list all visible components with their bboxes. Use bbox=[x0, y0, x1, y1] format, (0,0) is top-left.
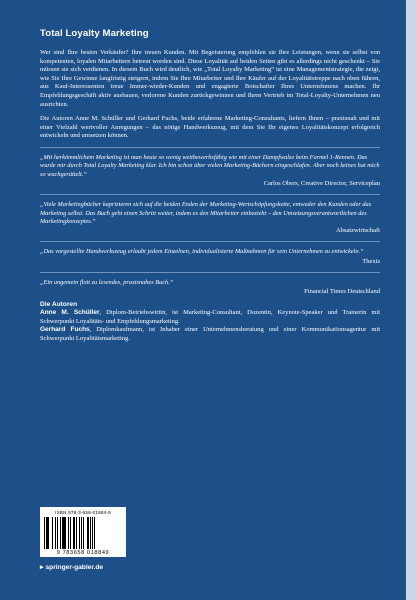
divider bbox=[40, 147, 380, 148]
barcode-digits: 9 783658 018849 bbox=[56, 550, 110, 556]
publisher-label: springer-gabler.de bbox=[45, 563, 104, 571]
quote-text: „Viele Marketingbücher kaprizieren sich auf die beiden Enden der Marketing-Wertschöpfungskette, entweder den Kunden oder das Marketing selbst. Das Buch geht einen Schritt weiter, indem es den Mitarbeiter einbezieht – den Umsetzungsverantwortlichen des Marketingkonzeptes.“ bbox=[40, 201, 372, 225]
author-bio bbox=[40, 309, 380, 326]
back-cover-content bbox=[40, 28, 380, 344]
divider bbox=[40, 241, 380, 242]
author-name: Gerhard Fuchs bbox=[40, 326, 90, 334]
quote-source: Thexis bbox=[362, 257, 380, 265]
side-strip bbox=[406, 0, 417, 600]
book-title: Total Loyalty Marketing bbox=[40, 28, 149, 39]
arrow-icon: ▸ bbox=[40, 564, 44, 571]
author-bio bbox=[40, 326, 380, 343]
isbn-text: ISBN 978-3-658-01884-9 bbox=[55, 510, 111, 515]
publisher-url[interactable] bbox=[40, 563, 103, 571]
quote-source: Absatzwirtschaft bbox=[335, 227, 380, 235]
quote-text: „Ein ungemein flott zu lesendes, praxisnahes Buch.“ bbox=[40, 278, 174, 286]
quote-text: „Das vorgestellte Handwerkszeug erlaubt jedem Einzelnen, individualisierte Maßnahmen für sein Unternehmen zu entwickeln.“ bbox=[40, 248, 364, 256]
quote-source: Financial Times Deutschland bbox=[304, 288, 380, 296]
authors-heading: Die Autoren bbox=[40, 301, 78, 309]
barcode-stripe bbox=[95, 517, 97, 549]
barcode-box bbox=[40, 507, 126, 557]
author-name: Anne M. Schüller bbox=[40, 309, 100, 317]
divider bbox=[40, 194, 380, 195]
author-bio-text: , Diplom-Betriebswirtin, ist Marketing-Consultant, Dozentin, Keynote-Speaker und Trainerin mit Schwerpunkt Loyalitäts- und Empfehlungsmarketing. bbox=[40, 309, 380, 325]
authors-intro-paragraph: Die Autoren Anne M. Schüller und Gerhard Fuchs, beide erfahrene Marketing-Consultants, liefern Ihnen – praxisnah und mit einer Vielzahl wertvoller Anregungen – das nötige Handwerkszeug, mit dem Sie Ihr eigenes Loyalitätskonzept erfolgreich entwickeln und umsetzen können. bbox=[40, 115, 380, 140]
quote-text: „Mit herkömmlichem Marketing ist man heute so wenig wettbewerbsfähig wie mit einer Dampfwalze beim Formel 1-Rennen. Das wurde mir durch Total Loyalty Marketing klar. Ich bin schon über vielen Marketing-Büchern eingeschlafen. Aber noch keines hat mich so wachgerüttelt.“ bbox=[40, 153, 380, 178]
barcode bbox=[44, 517, 122, 549]
quote-source: Carlos Obers, Creative Director, Serviceplan bbox=[263, 180, 380, 188]
divider bbox=[40, 272, 380, 273]
author-bio-text: , Diplomkaufmann, ist Inhaber einer Unternehmensberatung und einer Kommunikationsagentur mit Schwerpunkt Loyalitätsmarketing. bbox=[40, 326, 380, 342]
intro-paragraph: Wer sind Ihre besten Verkäufer? Ihre treuen Kunden. Mit Begeisterung empfehlen sie Ihre Leistungen, wenn sie selbst von kompetenten, loyalen Mitarbeitern betreut worden sind. Diese Loyalität auf beiden Seiten gibt es allerdings nicht geschenkt – Sie müssen sie sich verdienen. In diesem Buch wird deutlich, wie „Total Loyalty Marketing“ ist eine Managementstrategie, die zeigt, wie Sie Ihre Gewinne langfristig steigern, indem Sie Ihre Mitarbeiter und Ihre Käufer auf der Loyalitätstreppe nach oben führen, aus Kauf-Interessenten treue Immer-wieder-Kunden und engagierte Botschafter Ihres Unternehmens machen. Ihr Empfehlungsgeschäft aktiv ausbauen, verlorene Kunden zurückgewinnen und Ihren Vertrieb im Total-Loyalty-Unternehmen neu ausrichten. bbox=[40, 49, 380, 108]
